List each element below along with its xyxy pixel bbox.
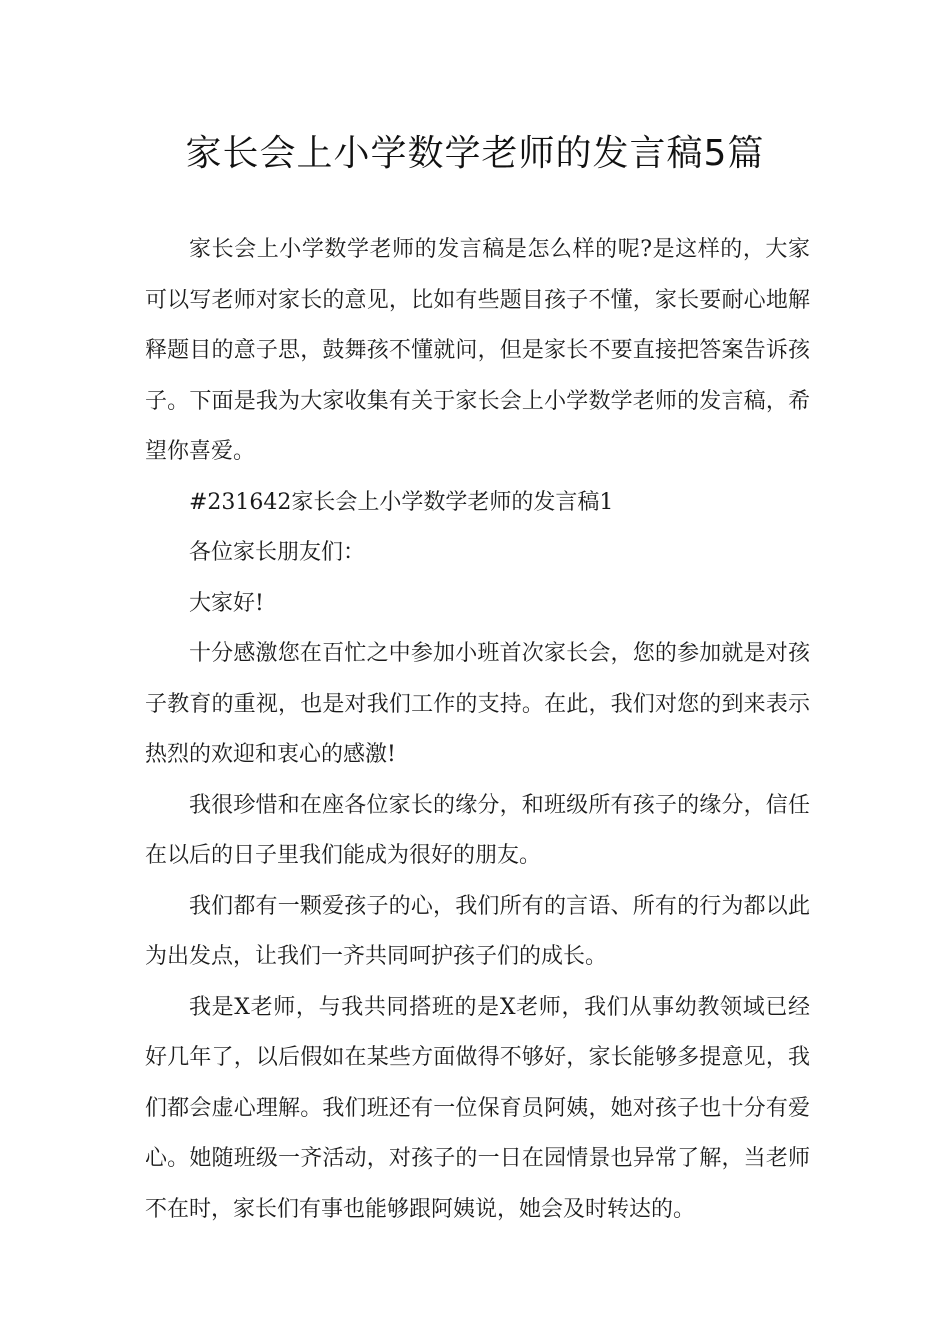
paragraph-greeting: 大家好!: [189, 590, 264, 616]
paragraph-intro: 家长会上小学数学老师的发言稿是怎么样的呢?是这样的，大家可以写老师对家长的意见，比如有些题目孩子不懂，家长要耐心地解释题目的意子思，鼓舞孩不懂就问，但是家长不要直接把答案告诉孩子。下面是我为大家收集有关于家长会上小学数学老师的发言稿，希望你喜爱。: [145, 237, 810, 464]
paragraph-salutation: 各位家长朋友们：: [189, 540, 366, 565]
document-title: 家长会上小学数学老师的发言稿5篇: [185, 133, 765, 174]
paragraph-section-heading: #231642家长会上小学数学老师的发言稿1: [189, 489, 614, 515]
paragraph-care: 我们都有一颗爱孩子的心，我们所有的言语、所有的行为都以此为出发点，让我们一齐共同呵护孩子们的成长。: [145, 893, 810, 969]
paragraph-introduction: 我是X老师，与我共同搭班的是X老师，我们从事幼教领域已经好几年了，以后假如在某些方面做得不够好，家长能够多提意见，我们都会虚心理解。我们班还有一位保育员阿姨，她对孩子也十分有爱心。她随班级一齐活动，对孩子的一日在园情景也异常了解，当老师不在时，家长们有事也能够跟阿姨说，她会及时转达的。: [145, 994, 810, 1222]
document-body: [145, 225, 810, 1235]
paragraph-friendship: 我很珍惜和在座各位家长的缘分，和班级所有孩子的缘分，信任在以后的日子里我们能成为很好的朋友。: [145, 792, 810, 868]
paragraph-thanks: 十分感激您在百忙之中参加小班首次家长会，您的参加就是对孩子教育的重视，也是对我们工作的支持。在此，我们对您的到来表示热烈的欢迎和衷心的感激!: [145, 641, 810, 767]
